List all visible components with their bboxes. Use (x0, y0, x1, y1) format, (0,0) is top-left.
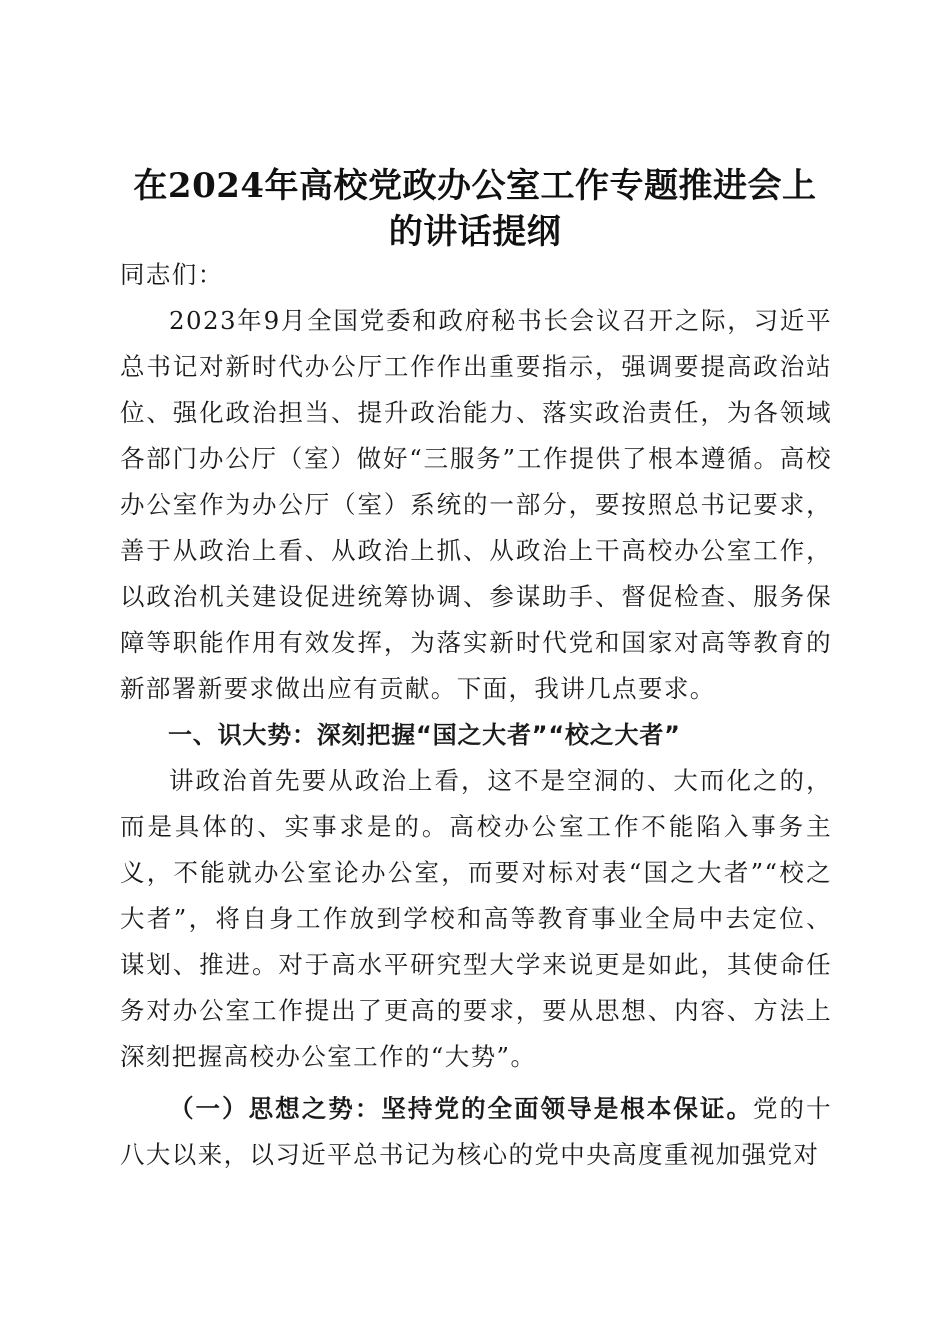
document-title (100, 163, 850, 255)
title-line-2: 的讲话提纲 (388, 211, 562, 252)
salutation: 同志们： (120, 260, 224, 289)
paragraph-subsection-1 (120, 1086, 832, 1178)
title-line-1: 在2024年高校党政办公室工作专题推进会上 (133, 165, 817, 206)
section-heading-1: 一、识大势：深刻把握“国之大者”“校之大者” (168, 721, 681, 749)
paragraph-intro: 2023年9月全国党委和政府秘书长会议召开之际，习近平总书记对新时代办公厅工作作出重要指示，强调要提高政治站位、强化政治担当、提升政治能力、落实政治责任，为各领域各部门办公厅（室）做好“三服务”工作提供了根本遵循。高校办公室作为办公厅（室）系统的一部分，要按照总书记要求，善于从政治上看、从政治上抓、从政治上干高校办公室工作，以政治机关建设促进统筹协调、参谋助手、督促检查、服务保障等职能作用有效发挥，为落实新时代党和国家对高等教育的新部署新要求做出应有贡献。下面，我讲几点要求。 (120, 306, 832, 703)
paragraph-section-1: 讲政治首先要从政治上看，这不是空洞的、大而化之的，而是具体的、实事求是的。高校办公室工作不能陷入事务主义，不能就办公室论办公室，而要对标对表“国之大者”“校之大者”，将自身工作放到学校和高等教育事业全局中去定位、谋划、推进。对于高水平研究型大学来说更是如此，其使命任务对办公室工作提出了更高的要求，要从思想、内容、方法上深刻把握高校办公室工作的“大势”。 (120, 766, 832, 1071)
subsection-text-1: 党的十八大以来，以习近平总书记为核心的党中央高度重视加强党对 (120, 1094, 832, 1169)
subsection-heading-1: （一）思想之势：坚持党的全面领导是根本保证。 (169, 1094, 753, 1123)
document-body (120, 252, 832, 1178)
